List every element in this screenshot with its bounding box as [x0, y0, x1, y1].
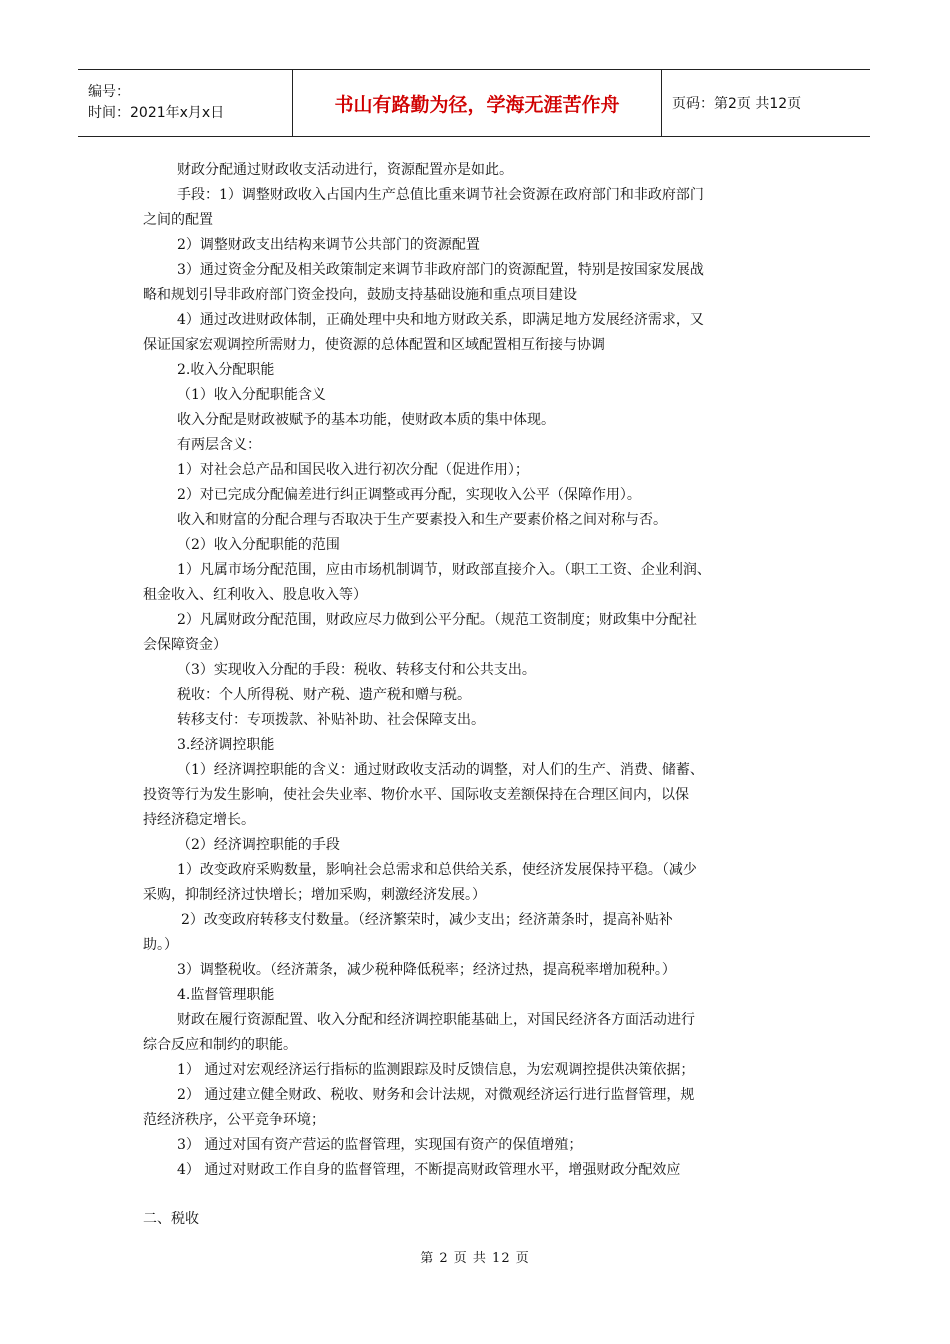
paragraph-line: 4）通过改进财政体制，正确处理中央和地方财政关系，即满足地方发展经济需求，又: [177, 312, 704, 328]
paragraph-line: 2）凡属财政分配范围，财政应尽力做到公平分配。（规范工资制度；财政集中分配社: [177, 612, 697, 628]
paragraph-line: 助。）: [143, 937, 178, 953]
paragraph-line: 2）调整财政支出结构来调节公共部门的资源配置: [177, 237, 480, 253]
header-page-info: 页码：第2页 共12页: [672, 96, 802, 112]
paragraph-line: 4） 通过对财政工作自身的监督管理，不断提高财政管理水平，增强财政分配效应: [177, 1162, 681, 1178]
page-footer: 第 2 页 共 12 页: [420, 1251, 530, 1266]
paragraph-line: 之间的配置: [143, 212, 213, 228]
paragraph-line: 1）对社会总产品和国民收入进行初次分配（促进作用）；: [177, 462, 529, 478]
paragraph-line: （3）实现收入分配的手段：税收、转移支付和公共支出。: [177, 662, 536, 678]
document-number-label: 编号：: [88, 84, 130, 100]
document-time-label: 时间：2021年x月x日: [88, 105, 225, 121]
paragraph-line: 持经济稳定增长。: [143, 812, 255, 828]
paragraph-line: 收入分配是财政被赋予的基本功能，使财政本质的集中体现。: [177, 412, 555, 428]
paragraph-line: 收入和财富的分配合理与否取决于生产要素投入和生产要素价格之间对称与否。: [177, 512, 667, 528]
paragraph-line: 转移支付：专项拨款、补贴补助、社会保障支出。: [177, 712, 485, 728]
paragraph-line: 2.收入分配职能: [177, 362, 275, 378]
paragraph-line: 会保障资金）: [143, 637, 227, 653]
paragraph-line: 手段：1）调整财政收入占国内生产总值比重来调节社会资源在政府部门和非政府部门: [177, 187, 704, 203]
paragraph-line: 范经济秩序，公平竞争环境；: [143, 1112, 325, 1128]
header-meta: [78, 70, 293, 136]
paragraph-line: 有两层含义：: [177, 437, 261, 453]
paragraph-line: 财政分配通过财政收支活动进行，资源配置亦是如此。: [177, 162, 513, 178]
paragraph-line: （2）收入分配职能的范围: [177, 537, 340, 553]
page-header: [78, 69, 870, 137]
header-motto: 书山有路勤为径，学海无涯苦作舟: [293, 70, 662, 136]
paragraph-line: 租金收入、红利收入、股息收入等）: [143, 587, 367, 603]
paragraph-line: （1）经济调控职能的含义：通过财政收支活动的调整，对人们的生产、消费、储蓄、: [177, 762, 704, 778]
paragraph-line: 综合反应和制约的职能。: [143, 1037, 297, 1053]
paragraph-line: 略和规划引导非政府部门资金投向，鼓励支持基础设施和重点项目建设: [143, 287, 577, 303]
section-spacer: [143, 1183, 809, 1207]
document-body: [143, 158, 809, 1232]
paragraph-line: 2） 通过建立健全财政、税收、财务和会计法规，对微观经济运行进行监督管理，规: [177, 1087, 695, 1103]
paragraph-line: 3.经济调控职能: [177, 737, 275, 753]
paragraph-line: 1） 通过对宏观经济运行指标的监测跟踪及时反馈信息，为宏观调控提供决策依据；: [177, 1062, 695, 1078]
paragraph-line: 税收：个人所得税、财产税、遗产税和赠与税。: [177, 687, 471, 703]
paragraph-line: 3）调整税收。（经济萧条，减少税种降低税率；经济过热，提高税率增加税种。）: [177, 962, 676, 978]
paragraph-line: 保证国家宏观调控所需财力，使资源的总体配置和区域配置相互衔接与协调: [143, 337, 605, 353]
paragraph-line: （2）经济调控职能的手段: [177, 837, 340, 853]
section-heading: 二、税收: [143, 1211, 199, 1227]
paragraph-line: 采购，抑制经济过快增长；增加采购，刺激经济发展。）: [143, 887, 486, 903]
paragraph-line: 1）改变政府采购数量，影响社会总需求和总供给关系，使经济发展保持平稳。（减少: [177, 862, 697, 878]
paragraph-line: 投资等行为发生影响，使社会失业率、物价水平、国际收支差额保持在合理区间内，以保: [143, 787, 689, 803]
paragraph-line: 1）凡属市场分配范围，应由市场机制调节，财政部直接介入。（职工工资、企业利润、: [177, 562, 711, 578]
paragraph-line: 2）对已完成分配偏差进行纠正调整或再分配，实现收入公平（保障作用）。: [177, 487, 641, 503]
paragraph-line: 2）改变政府转移支付数量。（经济繁荣时，减少支出；经济萧条时，提高补贴补: [181, 912, 673, 928]
paragraph-line: 4.监督管理职能: [177, 987, 275, 1003]
paragraph-line: （1）收入分配职能含义: [177, 387, 326, 403]
paragraph-line: 3） 通过对国有资产营运的监督管理，实现国有资产的保值增殖；: [177, 1137, 583, 1153]
paragraph-line: 财政在履行资源配置、收入分配和经济调控职能基础上，对国民经济各方面活动进行: [177, 1012, 695, 1028]
paragraph-line: 3）通过资金分配及相关政策制定来调节非政府部门的资源配置，特别是按国家发展战: [177, 262, 704, 278]
